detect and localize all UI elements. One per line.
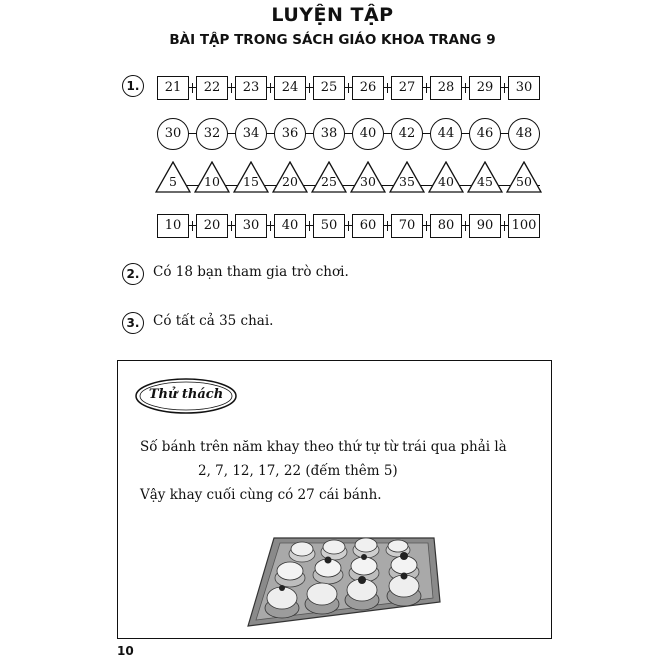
connector-tick — [309, 221, 310, 231]
number-square: 22 — [196, 76, 228, 100]
number-circle: 32 — [196, 118, 228, 150]
number-circle: 38 — [313, 118, 345, 150]
number-triangle-label: 45 — [477, 174, 493, 189]
connector-tick — [504, 83, 505, 93]
number-triangle — [194, 161, 230, 193]
number-circle: 46 — [469, 118, 501, 150]
exercise-1-number: 1. — [122, 75, 144, 97]
number-triangle — [467, 161, 503, 193]
challenge-tag-label: Thử thách — [148, 387, 224, 402]
number-row-squares-2 — [157, 214, 545, 244]
connector-tick — [309, 83, 310, 93]
challenge-line-2: 2, 7, 12, 17, 22 (đếm thêm 5) — [198, 463, 398, 479]
connector-tick — [231, 83, 232, 93]
connector-tick — [387, 221, 388, 231]
number-square: 30 — [235, 214, 267, 238]
number-square: 100 — [508, 214, 540, 238]
number-row-squares-1 — [157, 76, 545, 106]
number-triangle-label: 30 — [360, 174, 376, 189]
number-triangle-label: 50 — [516, 174, 532, 189]
number-triangle — [506, 161, 542, 193]
page-title: LUYỆN TẬP — [271, 4, 394, 26]
exercise-3-answer: Có tất cả 35 chai. — [153, 313, 274, 329]
connector-tick — [270, 83, 271, 93]
challenge-tag — [134, 377, 238, 415]
number-square: 90 — [469, 214, 501, 238]
number-square: 25 — [313, 76, 345, 100]
connector-tick — [426, 221, 427, 231]
challenge-line-1: Số bánh trên năm khay theo thứ tự từ trái qua phải là — [140, 439, 507, 455]
number-circle: 42 — [391, 118, 423, 150]
number-square: 26 — [352, 76, 384, 100]
connector-tick — [504, 221, 505, 231]
number-row-circles — [157, 118, 545, 148]
connector-tick — [192, 221, 193, 231]
connector-tick — [270, 221, 271, 231]
number-square: 29 — [469, 76, 501, 100]
number-triangle — [428, 161, 464, 193]
number-triangle — [272, 161, 308, 193]
number-triangle-label: 5 — [169, 174, 177, 189]
exercise-2-number: 2. — [122, 263, 144, 285]
number-square: 27 — [391, 76, 423, 100]
number-circle: 34 — [235, 118, 267, 150]
number-circle: 48 — [508, 118, 540, 150]
connector-tick — [465, 83, 466, 93]
number-square: 28 — [430, 76, 462, 100]
number-square: 30 — [508, 76, 540, 100]
connector-tick — [348, 83, 349, 93]
number-circle: 36 — [274, 118, 306, 150]
number-circle: 40 — [352, 118, 384, 150]
number-triangle-label: 10 — [204, 174, 220, 189]
number-triangle — [155, 161, 191, 193]
number-square: 60 — [352, 214, 384, 238]
number-triangle — [233, 161, 269, 193]
connector-tick — [387, 83, 388, 93]
connector-tick — [192, 83, 193, 93]
number-square: 40 — [274, 214, 306, 238]
number-triangle — [350, 161, 386, 193]
number-triangle-label: 25 — [321, 174, 337, 189]
challenge-line-3: Vậy khay cuối cùng có 27 cái bánh. — [140, 487, 382, 503]
number-square: 80 — [430, 214, 462, 238]
page-number: 10 — [117, 644, 134, 658]
connector-tick — [231, 221, 232, 231]
number-triangle-label: 15 — [243, 174, 259, 189]
number-square: 20 — [196, 214, 228, 238]
cupcake-tray-illustration — [244, 530, 442, 630]
number-square: 10 — [157, 214, 189, 238]
number-row-triangles — [157, 161, 545, 191]
exercise-3-number: 3. — [122, 312, 144, 334]
number-triangle-label: 40 — [438, 174, 454, 189]
connector-tick — [426, 83, 427, 93]
number-triangle-label: 20 — [282, 174, 298, 189]
number-square: 21 — [157, 76, 189, 100]
number-triangle-label: 35 — [399, 174, 415, 189]
number-circle: 44 — [430, 118, 462, 150]
number-circle: 30 — [157, 118, 189, 150]
connector-tick — [465, 221, 466, 231]
number-square: 23 — [235, 76, 267, 100]
number-square: 70 — [391, 214, 423, 238]
number-square: 24 — [274, 76, 306, 100]
connector-tick — [348, 221, 349, 231]
number-triangle — [389, 161, 425, 193]
number-triangle — [311, 161, 347, 193]
number-square: 50 — [313, 214, 345, 238]
exercise-2-answer: Có 18 bạn tham gia trò chơi. — [153, 264, 349, 280]
page-subtitle: BÀI TẬP TRONG SÁCH GIÁO KHOA TRANG 9 — [169, 32, 496, 48]
